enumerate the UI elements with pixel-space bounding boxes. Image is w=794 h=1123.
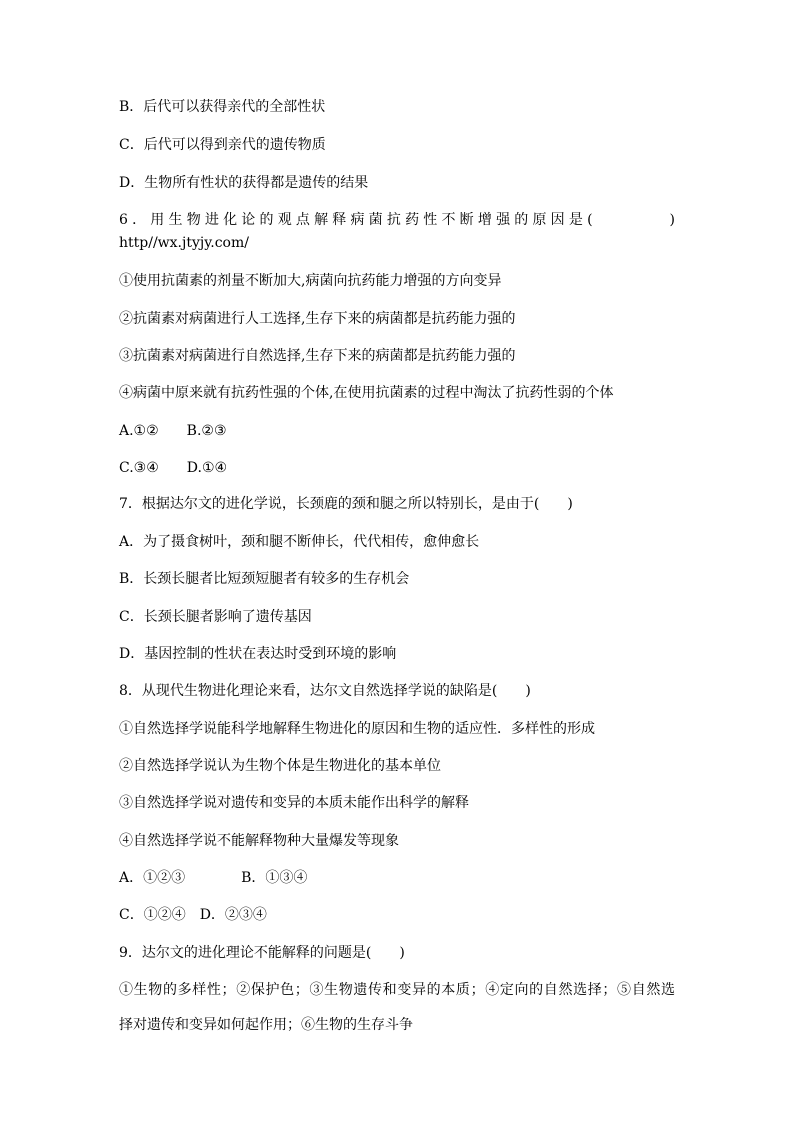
question-6: 6．用生物进化论的观点解释病菌抗药性不断增强的原因是( ) bbox=[119, 212, 675, 228]
question-8: 8．从现代生物进化理论来看，达尔文自然选择学说的缺陷是( ) bbox=[119, 683, 531, 699]
question-9: 9．达尔文的进化理论不能解释的问题是( ) bbox=[119, 945, 405, 961]
question-7: 7．根据达尔文的进化学说，长颈鹿的颈和腿之所以特别长，是由于( ) bbox=[119, 496, 573, 512]
q6-statement-1: ①使用抗菌素的剂量不断加大,病菌向抗药能力增强的方向变异 bbox=[119, 273, 502, 289]
q6-statement-4: ④病菌中原来就有抗药性强的个体,在使用抗菌素的过程中淘汰了抗药性弱的个体 bbox=[119, 385, 614, 401]
q7-option-a: A．为了摄食树叶，颈和腿不断伸长，代代相传，愈伸愈长 bbox=[119, 534, 480, 550]
q7-option-b: B．长颈长腿者比短颈短腿者有较多的生存机会 bbox=[119, 571, 410, 587]
q6-options-ab: A.①② B.②③ bbox=[119, 423, 227, 439]
q8-options-cd: C．①②④ D．②③④ bbox=[119, 907, 267, 923]
option-b-q5: B．后代可以获得亲代的全部性状 bbox=[119, 99, 326, 115]
q7-option-c: C．长颈长腿者影响了遗传基因 bbox=[119, 609, 312, 625]
q8-statement-3: ③自然选择学说对遗传和变异的本质未能作出科学的解释 bbox=[119, 795, 469, 811]
q9-statements-line-2: 择对遗传和变异如何起作用；⑥生物的生存斗争 bbox=[119, 1017, 413, 1033]
option-d-q5: D．生物所有性状的获得都是遗传的结果 bbox=[119, 175, 369, 191]
q8-options-ab: A．①②③ B．①③④ bbox=[119, 870, 308, 886]
q9-statements-line-1: ①生物的多样性；②保护色；③生物遗传和变异的本质；④定向的自然选择；⑤自然选 bbox=[119, 982, 675, 998]
q8-statement-4: ④自然选择学说不能解释物种大量爆发等现象 bbox=[119, 833, 399, 849]
q7-option-d: D．基因控制的性状在表达时受到环境的影响 bbox=[119, 646, 397, 662]
q6-options-cd: C.③④ D.①④ bbox=[119, 460, 228, 476]
q8-statement-1: ①自然选择学说能科学地解释生物进化的原因和生物的适应性．多样性的形成 bbox=[119, 721, 595, 737]
q8-statement-2: ②自然选择学说认为生物个体是生物进化的基本单位 bbox=[119, 758, 441, 774]
q6-statement-2: ②抗菌素对病菌进行人工选择,生存下来的病菌都是抗药能力强的 bbox=[119, 311, 516, 327]
option-c-q5: C．后代可以得到亲代的遗传物质 bbox=[119, 137, 326, 153]
source-url-text: http//wx.jtyjy.com/ bbox=[119, 235, 249, 251]
q6-statement-3: ③抗菌素对病菌进行自然选择,生存下来的病菌都是抗药能力强的 bbox=[119, 348, 516, 364]
